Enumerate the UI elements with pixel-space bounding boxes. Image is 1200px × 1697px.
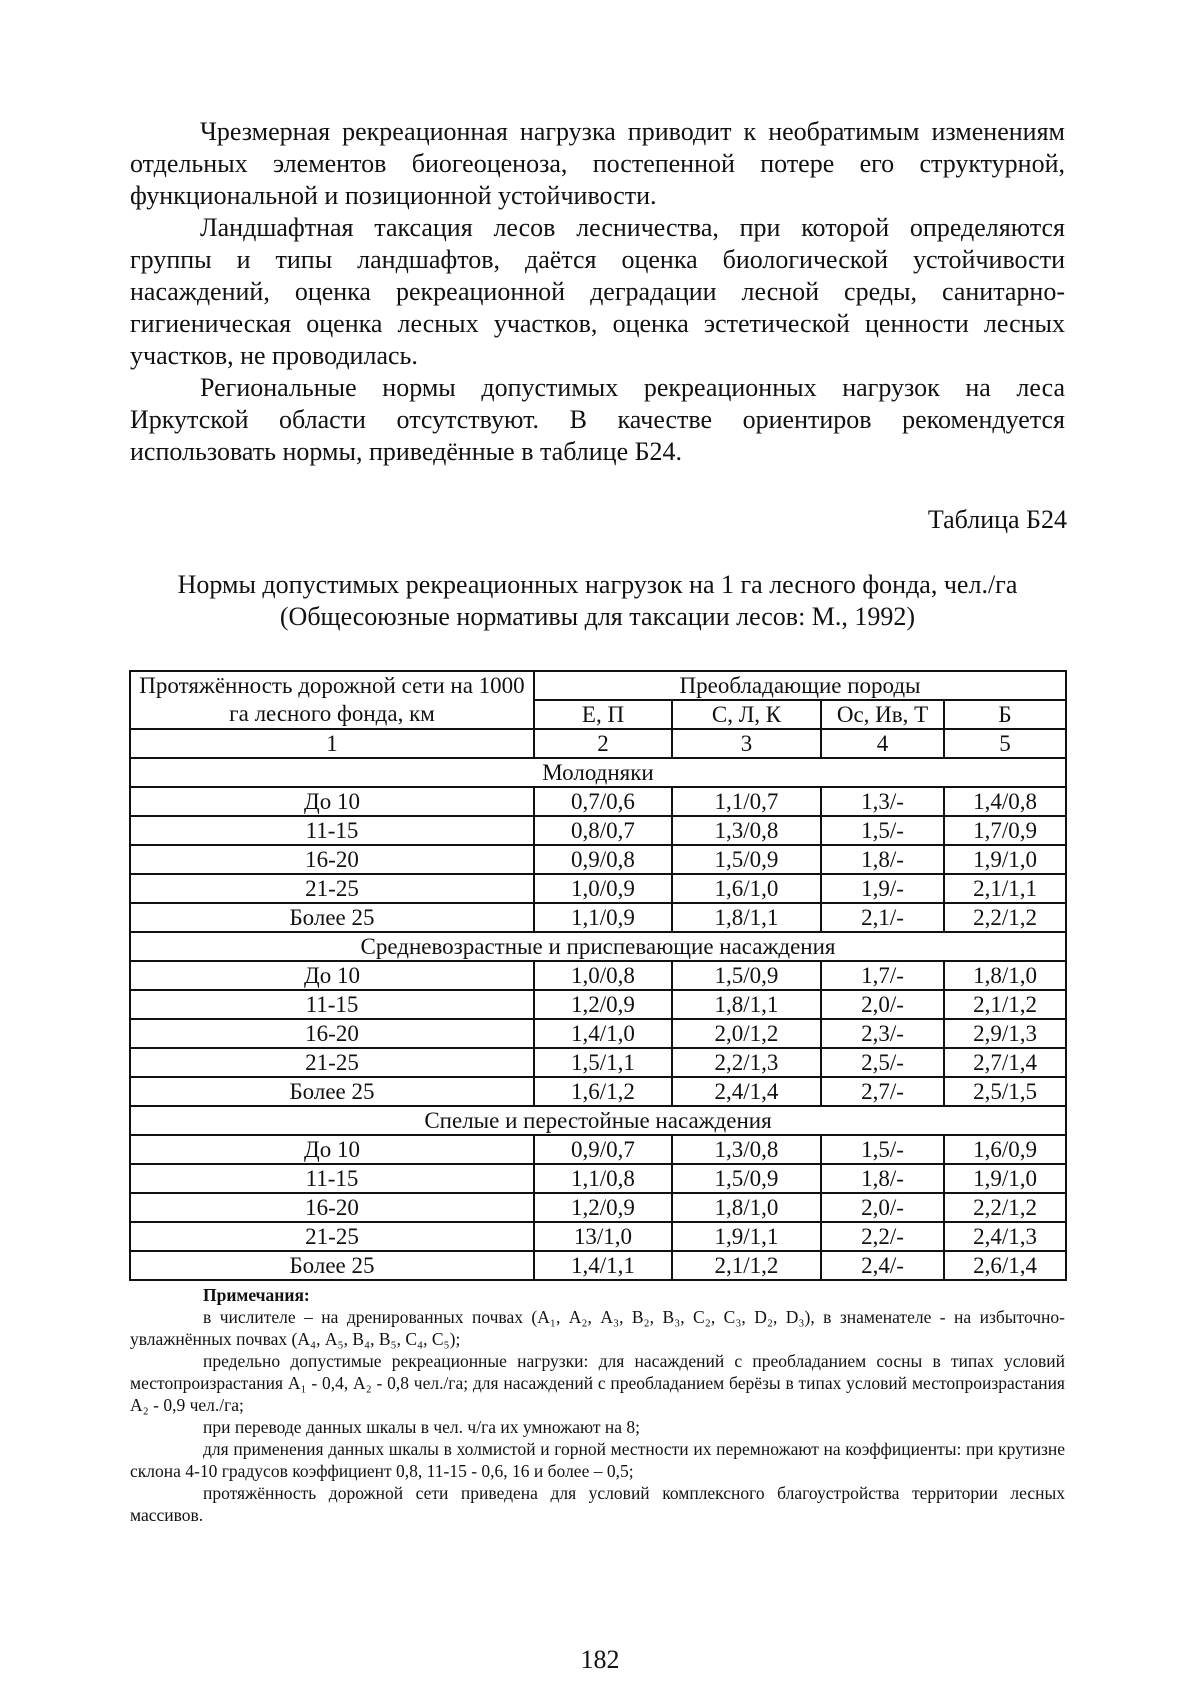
cell-load-osivt: 2,5/-: [821, 1048, 944, 1077]
paragraph-regional-norms: Региональные нормы допустимых рекреационных нагрузок на леса Иркутской области отсутствуют. В качестве ориентиров рекомендуется использовать нормы, приведённые в таблице Б24.: [130, 373, 1065, 466]
table-row: [130, 990, 1066, 1019]
section-header-row: [130, 758, 1066, 787]
cell-load-ep: 1,4/1,1: [534, 1251, 672, 1280]
cell-load-slk: 2,4/1,4: [672, 1077, 821, 1106]
cell-road-density: 16-20: [130, 1193, 534, 1222]
cell-load-osivt: 2,0/-: [821, 990, 944, 1019]
cell-load-slk: 1,8/1,1: [672, 990, 821, 1019]
page-number: 182: [580, 1645, 620, 1674]
table-row: [130, 961, 1066, 990]
cell-load-ep: 0,9/0,7: [534, 1135, 672, 1164]
table-caption-title: Нормы допустимых рекреационных нагрузок на 1 га лесного фонда, чел./га: [177, 570, 1018, 599]
cell-load-ep: 1,0/0,8: [534, 961, 672, 990]
cell-load-slk: 1,3/0,8: [672, 816, 821, 845]
cell-load-b: 2,2/1,2: [944, 1193, 1066, 1222]
cell-load-ep: 0,7/0,6: [534, 787, 672, 816]
cell-load-ep: 1,2/0,9: [534, 1193, 672, 1222]
column-number: 4: [821, 729, 944, 758]
note-item: предельно допустимые рекреационные нагрузки: для насаждений с преобладанием сосны в типах условий местопроизрастания А₁ - 0,4, А₂ - 0,8 чел./га; для насаждений с преобладанием берёзы в типах условий местопроизрастания А₂ - 0,9 чел./га;: [130, 1351, 1065, 1415]
table-column-numbers-row: [130, 729, 1066, 758]
cell-load-osivt: 1,8/-: [821, 845, 944, 874]
header-road-network: Протяжённость дорожной сети на 1000 га лесного фонда, км: [130, 671, 534, 729]
cell-load-b: 1,7/0,9: [944, 816, 1066, 845]
cell-road-density: 16-20: [130, 845, 534, 874]
table-row: [130, 1222, 1066, 1251]
cell-road-density: 21-25: [130, 1222, 534, 1251]
cell-load-slk: 1,5/0,9: [672, 961, 821, 990]
table-row: [130, 1193, 1066, 1222]
table-row: [130, 874, 1066, 903]
recreational-norms-table: [129, 670, 1067, 1281]
section-header-row: [130, 1106, 1066, 1135]
header-species-osivt: Ос, Ив, Т: [821, 700, 944, 729]
cell-load-slk: 1,9/1,1: [672, 1222, 821, 1251]
cell-load-b: 2,6/1,4: [944, 1251, 1066, 1280]
cell-load-b: 2,2/1,2: [944, 903, 1066, 932]
cell-load-osivt: 2,3/-: [821, 1019, 944, 1048]
cell-road-density: До 10: [130, 961, 534, 990]
cell-load-slk: 2,0/1,2: [672, 1019, 821, 1048]
cell-load-slk: 1,1/0,7: [672, 787, 821, 816]
cell-road-density: Более 25: [130, 1077, 534, 1106]
table-row: [130, 1077, 1066, 1106]
section-title: Средневозрастные и приспевающие насаждения: [130, 932, 1066, 961]
cell-road-density: 21-25: [130, 1048, 534, 1077]
cell-load-osivt: 2,1/-: [821, 903, 944, 932]
cell-load-b: 2,1/1,2: [944, 990, 1066, 1019]
table-row: [130, 903, 1066, 932]
cell-road-density: До 10: [130, 787, 534, 816]
cell-road-density: 11-15: [130, 1164, 534, 1193]
cell-load-ep: 1,4/1,0: [534, 1019, 672, 1048]
cell-road-density: Более 25: [130, 1251, 534, 1280]
cell-load-b: 2,1/1,1: [944, 874, 1066, 903]
cell-load-b: 2,5/1,5: [944, 1077, 1066, 1106]
column-number: 1: [130, 729, 534, 758]
cell-road-density: 16-20: [130, 1019, 534, 1048]
table-notes: [130, 1284, 1065, 1526]
cell-load-ep: 1,5/1,1: [534, 1048, 672, 1077]
cell-load-ep: 1,1/0,9: [534, 903, 672, 932]
cell-load-slk: 1,8/1,0: [672, 1193, 821, 1222]
note-item: в числителе – на дренированных почвах (А₁, А₂, А₃, В₂, В₃, С₂, С₃, D₂, D₃), в знаменателе - на избыточно-увлажнённых почвах (А₄, А₅, В₄, В₅, С₄, С₅);: [130, 1307, 1065, 1349]
cell-road-density: 11-15: [130, 816, 534, 845]
cell-load-osivt: 2,0/-: [821, 1193, 944, 1222]
table-label: Таблица Б24: [927, 505, 1067, 534]
column-number: 3: [672, 729, 821, 758]
cell-load-osivt: 1,8/-: [821, 1164, 944, 1193]
cell-load-osivt: 1,7/-: [821, 961, 944, 990]
table-row: [130, 1251, 1066, 1280]
cell-load-osivt: 1,5/-: [821, 1135, 944, 1164]
section-title: Спелые и перестойные насаждения: [130, 1106, 1066, 1135]
table-caption-source: (Общесоюзные нормативы для таксации лесов: М., 1992): [279, 602, 916, 631]
cell-load-slk: 2,2/1,3: [672, 1048, 821, 1077]
cell-load-ep: 0,9/0,8: [534, 845, 672, 874]
notes-heading: Примечания:: [203, 1285, 310, 1305]
table-row: [130, 1019, 1066, 1048]
cell-load-osivt: 1,9/-: [821, 874, 944, 903]
note-item: протяжённость дорожной сети приведена для условий комплексного благоустройства территории лесных массивов.: [130, 1483, 1065, 1525]
cell-load-b: 1,9/1,0: [944, 1164, 1066, 1193]
table-row: [130, 1164, 1066, 1193]
cell-load-ep: 1,2/0,9: [534, 990, 672, 1019]
section-title: Молодняки: [130, 758, 1066, 787]
cell-load-b: 1,9/1,0: [944, 845, 1066, 874]
header-species-ep: Е, П: [534, 700, 672, 729]
cell-load-b: 2,4/1,3: [944, 1222, 1066, 1251]
cell-load-osivt: 2,4/-: [821, 1251, 944, 1280]
table-header-row: [130, 671, 1066, 700]
cell-load-ep: 1,1/0,8: [534, 1164, 672, 1193]
note-item: при переводе данных шкалы в чел. ч/га их умножают на 8;: [203, 1417, 641, 1437]
table-row: [130, 816, 1066, 845]
cell-load-osivt: 1,3/-: [821, 787, 944, 816]
column-number: 5: [944, 729, 1066, 758]
cell-load-b: 1,4/0,8: [944, 787, 1066, 816]
cell-load-b: 2,7/1,4: [944, 1048, 1066, 1077]
cell-load-slk: 1,5/0,9: [672, 845, 821, 874]
cell-load-ep: 0,8/0,7: [534, 816, 672, 845]
cell-load-slk: 1,5/0,9: [672, 1164, 821, 1193]
cell-road-density: Более 25: [130, 903, 534, 932]
cell-load-slk: 1,8/1,1: [672, 903, 821, 932]
paragraph-recreational-load: Чрезмерная рекреационная нагрузка приводит к необратимым изменениям отдельных элементов биогеоценоза, постепенной потере его структурной, функциональной и позиционной устойчивости.: [130, 117, 1065, 210]
section-header-row: [130, 932, 1066, 961]
header-dominant-species: Преобладающие породы: [534, 671, 1066, 700]
cell-load-ep: 13/1,0: [534, 1222, 672, 1251]
cell-load-b: 1,6/0,9: [944, 1135, 1066, 1164]
table-row: [130, 845, 1066, 874]
cell-load-b: 2,9/1,3: [944, 1019, 1066, 1048]
header-species-b: Б: [944, 700, 1066, 729]
cell-load-slk: 2,1/1,2: [672, 1251, 821, 1280]
cell-load-osivt: 2,7/-: [821, 1077, 944, 1106]
paragraph-landscape-taxation: Ландшафтная таксация лесов лесничества, при которой определяются группы и типы ландшафтов, даётся оценка биологической устойчивости насаждений, оценка рекреационной деградации лесной среды, санитарно-гигиеническая оценка лесных участков, оценка эстетической ценности лесных участков, не проводилась.: [130, 213, 1065, 370]
table-row: [130, 1048, 1066, 1077]
cell-load-osivt: 1,5/-: [821, 816, 944, 845]
cell-load-slk: 1,6/1,0: [672, 874, 821, 903]
cell-load-ep: 1,6/1,2: [534, 1077, 672, 1106]
cell-load-ep: 1,0/0,9: [534, 874, 672, 903]
table-row: [130, 787, 1066, 816]
cell-load-osivt: 2,2/-: [821, 1222, 944, 1251]
header-species-slk: С, Л, К: [672, 700, 821, 729]
cell-road-density: 11-15: [130, 990, 534, 1019]
column-number: 2: [534, 729, 672, 758]
table-row: [130, 1135, 1066, 1164]
cell-load-slk: 1,3/0,8: [672, 1135, 821, 1164]
note-item: для применения данных шкалы в холмистой и горной местности их перемножают на коэффициенты: при крутизне склона 4-10 градусов коэффициент 0,8, 11-15 - 0,6, 16 и более – 0,5;: [130, 1439, 1065, 1481]
cell-load-b: 1,8/1,0: [944, 961, 1066, 990]
cell-road-density: До 10: [130, 1135, 534, 1164]
cell-road-density: 21-25: [130, 874, 534, 903]
